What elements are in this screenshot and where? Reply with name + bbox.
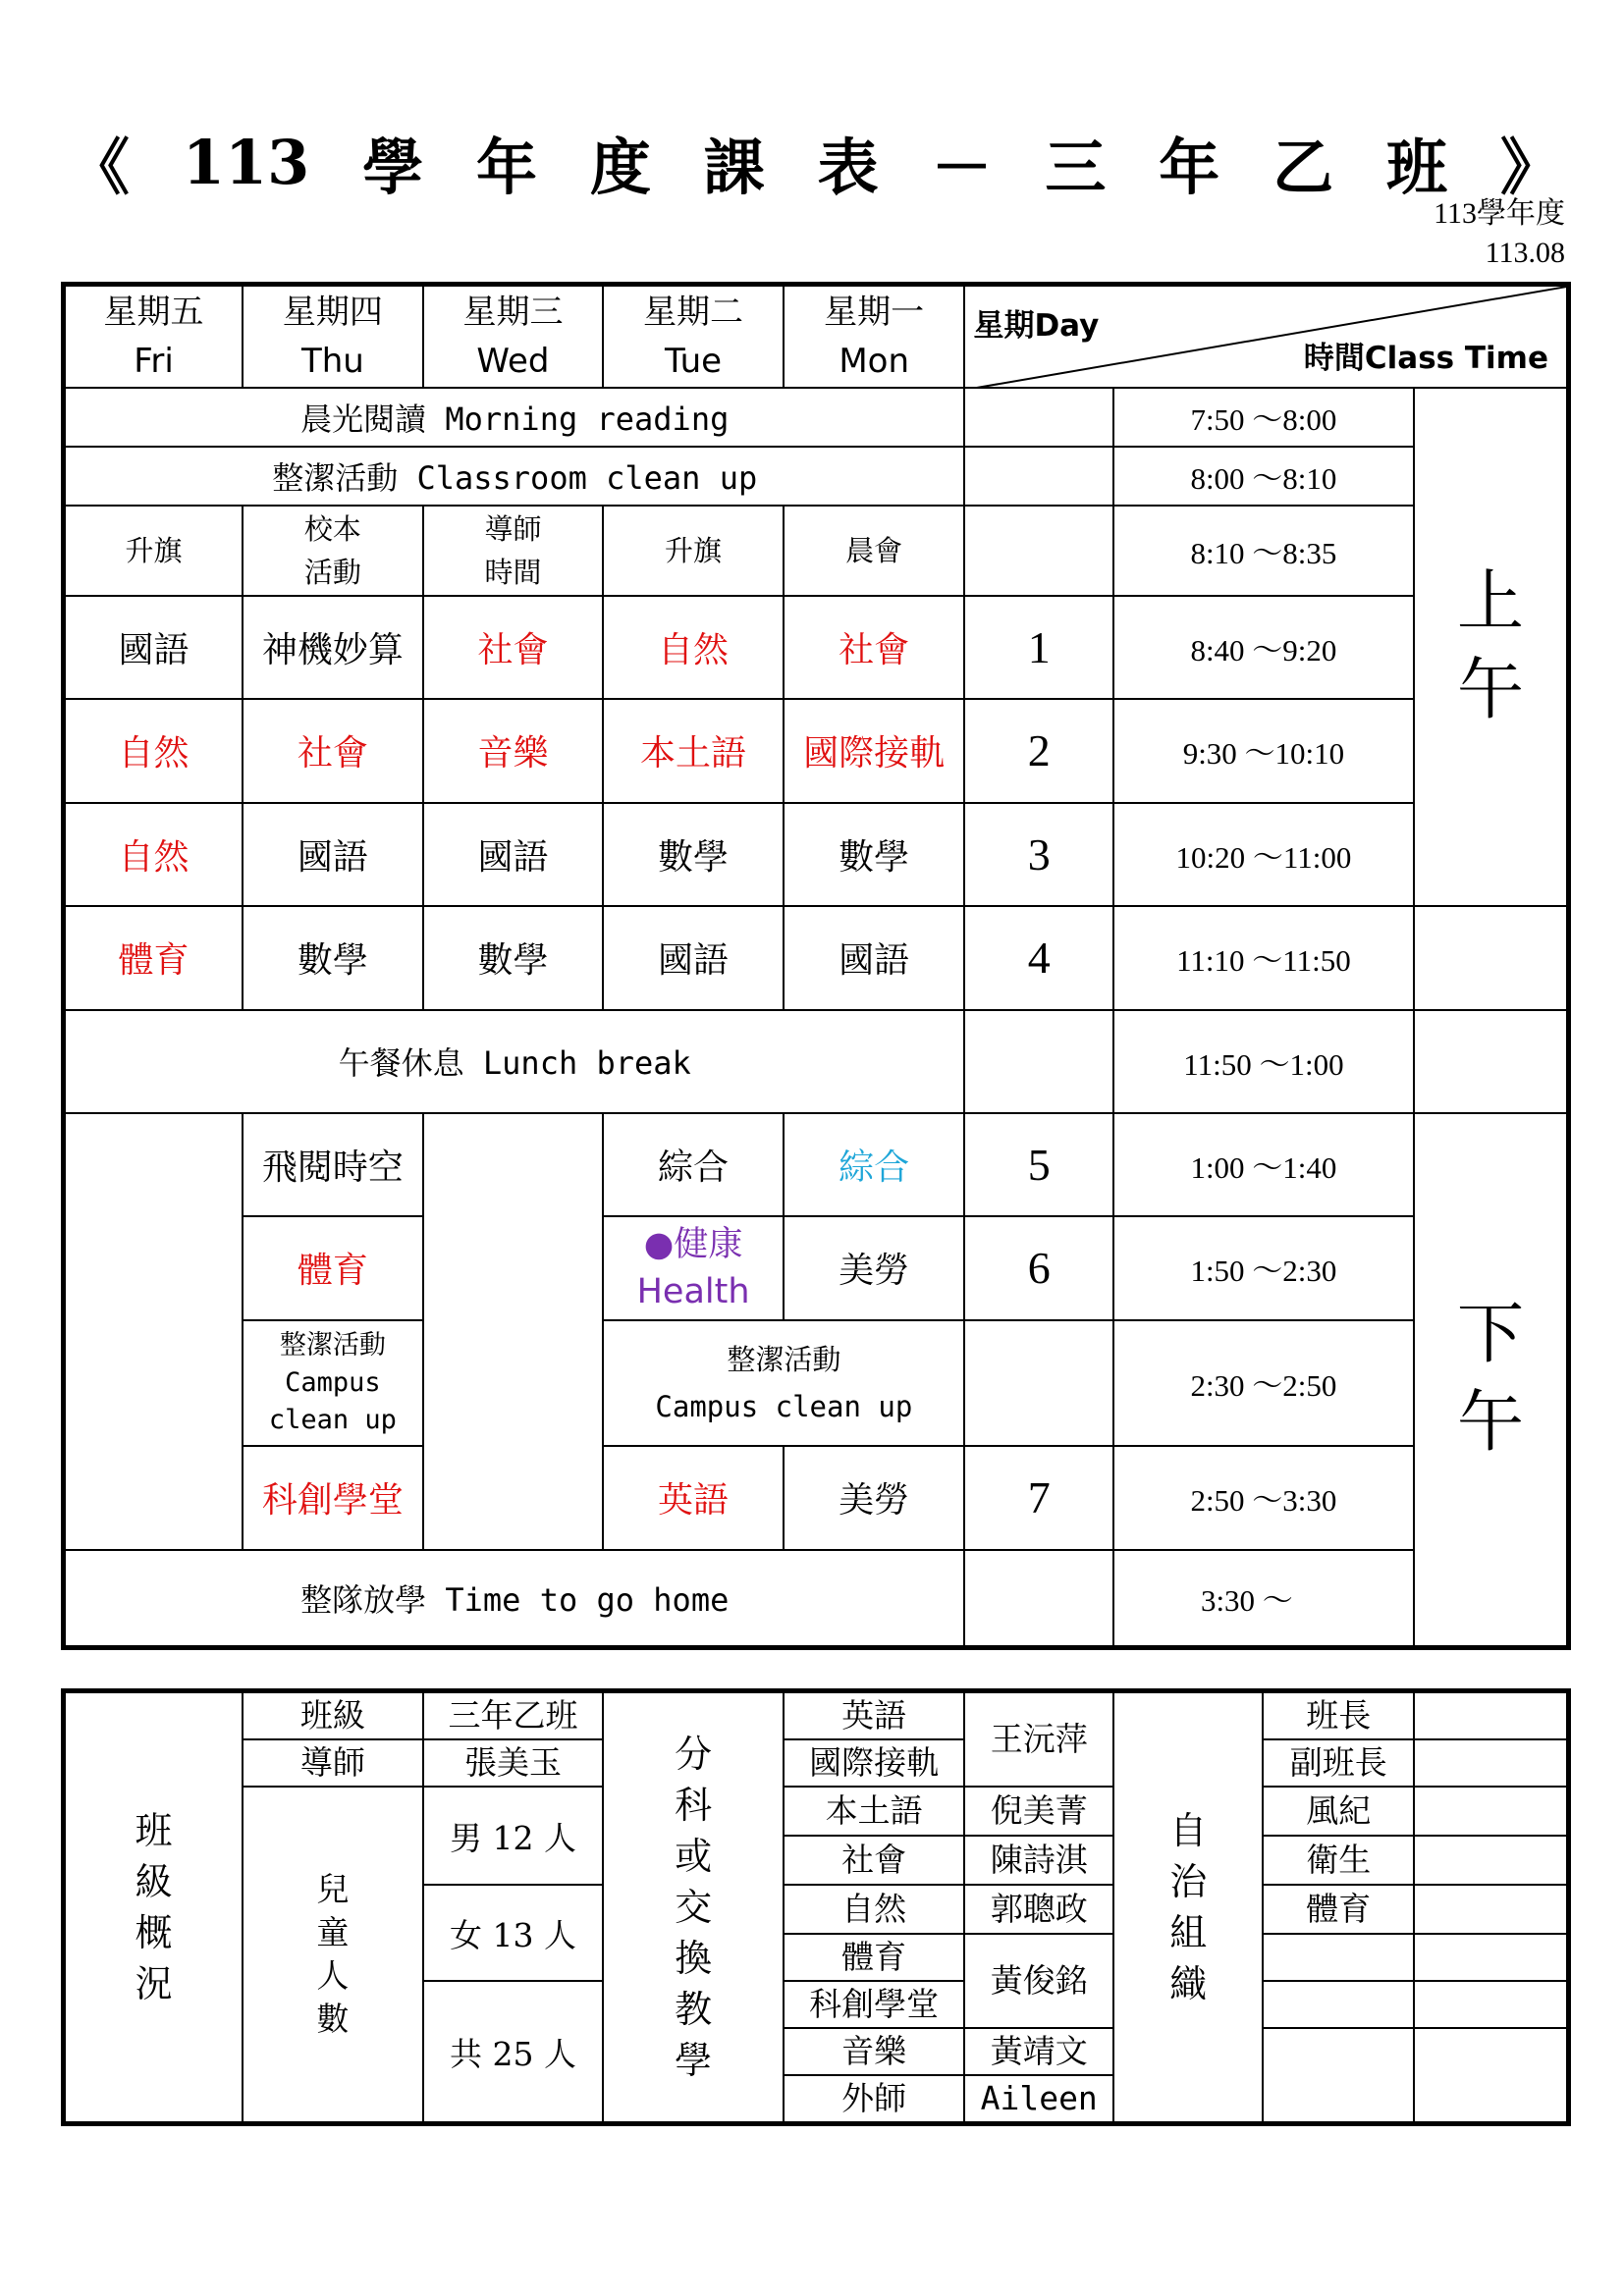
clean-row	[64, 447, 1569, 506]
self-governance-label: 自 治 組 織	[1113, 1691, 1263, 2124]
empty-cell	[423, 1113, 604, 1550]
role-person	[1414, 1981, 1569, 2028]
period-number	[964, 1320, 1112, 1446]
title-part: 乙	[1272, 131, 1334, 203]
role-name	[1263, 1934, 1414, 1981]
period-number	[964, 1550, 1112, 1648]
children-count-label: 兒 童 人 數	[243, 1787, 423, 2124]
subject-teacher: 倪美菁	[964, 1787, 1112, 1836]
class-cell: 美勞	[784, 1446, 965, 1550]
subject-name: 本土語	[784, 1787, 965, 1836]
period-number: 5	[964, 1113, 1112, 1216]
girls-count: 女 13 人	[423, 1885, 604, 1981]
class-label: 班級	[243, 1691, 423, 1740]
title-part: 班	[1386, 131, 1448, 203]
health-label-en: Health	[636, 1271, 750, 1311]
period-number	[964, 447, 1112, 506]
role-person	[1414, 1885, 1569, 1934]
period-number: 1	[964, 596, 1112, 699]
class-cell: 數學	[243, 906, 423, 1010]
role-name	[1263, 2028, 1414, 2124]
school-year: 113學年度	[1434, 197, 1565, 230]
subject-teacher: 陳詩淇	[964, 1836, 1112, 1885]
role-person	[1414, 1787, 1569, 1836]
class-cell: 升旗	[603, 506, 784, 596]
time-cell: 3:30 ～	[1113, 1550, 1414, 1648]
role-name: 副班長	[1263, 1739, 1414, 1787]
document-date: 113.08	[1485, 237, 1565, 269]
day-time-corner	[964, 285, 1568, 388]
health-label-zh: ●健康	[643, 1224, 743, 1264]
class-cell: 體育	[64, 906, 244, 1010]
class-cell: 美勞	[784, 1216, 965, 1320]
role-person	[1414, 2028, 1569, 2124]
period-number	[964, 506, 1112, 596]
total-count: 共 25 人	[423, 1981, 604, 2124]
class-cell: 整潔活動 Campus clean up	[603, 1320, 964, 1446]
class-cell: 飛閱時空	[243, 1113, 423, 1216]
period-3-row	[64, 803, 1569, 906]
role-person	[1414, 1691, 1569, 1740]
overview-label: 班 級 概 況	[64, 1691, 244, 2124]
subject-teacher: 黃靖文	[964, 2028, 1112, 2075]
period-number	[964, 388, 1112, 447]
day-header-wed: 星期三 Wed	[423, 285, 604, 388]
period-number: 6	[964, 1216, 1112, 1320]
time-cell: 8:40 ～9:20	[1113, 596, 1414, 699]
time-cell: 8:00 ～8:10	[1113, 447, 1414, 506]
campus-clean-row	[64, 1320, 1569, 1446]
class-cell: 數學	[423, 906, 604, 1010]
subject-teaching-label: 分 科 或 交 換 教 學	[603, 1691, 784, 2124]
document-meta	[1434, 194, 1565, 273]
role-name: 衛生	[1263, 1836, 1414, 1885]
subject-name: 科創學堂	[784, 1981, 965, 2028]
class-cell: 數學	[603, 803, 784, 906]
day-header-mon: 星期一 Mon	[784, 285, 965, 388]
time-corner-label: 時間Class Time	[1303, 340, 1548, 376]
am-label: 上 午	[1414, 388, 1569, 906]
class-info-table	[61, 1688, 1571, 2126]
boys-count: 男 12 人	[423, 1787, 604, 1885]
title-part: 《	[69, 131, 131, 203]
teacher-label: 導師	[243, 1739, 423, 1787]
class-cell: 晨會	[784, 506, 965, 596]
go-home-label: 整隊放學 Time to go home	[64, 1550, 965, 1648]
time-cell: 2:30 ～2:50	[1113, 1320, 1414, 1446]
role-name: 班長	[1263, 1691, 1414, 1740]
class-cell: 國語	[784, 906, 965, 1010]
time-cell: 1:50 ～2:30	[1113, 1216, 1414, 1320]
class-cell: 國語	[243, 803, 423, 906]
subject-name: 英語	[784, 1691, 965, 1740]
title-part: 年	[1159, 131, 1220, 203]
title-part: 表	[817, 131, 879, 203]
class-cell: 科創學堂	[243, 1446, 423, 1550]
class-cell: 英語	[603, 1446, 784, 1550]
schedule-table	[61, 282, 1571, 1650]
class-cell: 國語	[423, 803, 604, 906]
day-header-thu: 星期四 Thu	[243, 285, 423, 388]
title-part: 113	[182, 126, 310, 198]
time-cell: 7:50 ～8:00	[1113, 388, 1414, 447]
subject-name: 自然	[784, 1885, 965, 1934]
period-number	[964, 1010, 1112, 1113]
page-title	[69, 118, 1561, 206]
teacher-value: 張美玉	[423, 1739, 604, 1787]
class-cell: 自然	[64, 803, 244, 906]
class-cell: 綜合	[784, 1113, 965, 1216]
empty-cell	[64, 1113, 244, 1550]
subject-name: 社會	[784, 1836, 965, 1885]
title-part: 課	[703, 131, 765, 203]
go-home-row	[64, 1550, 1569, 1648]
class-value: 三年乙班	[423, 1691, 604, 1740]
class-cell: 國際接軌	[784, 699, 965, 803]
ampm-spacer	[1414, 1010, 1569, 1113]
title-part: 年	[476, 131, 538, 203]
class-cell: 導師 時間	[423, 506, 604, 596]
time-cell: 10:20 ～11:00	[1113, 803, 1414, 906]
day-header-fri: 星期五 Fri	[64, 285, 244, 388]
time-cell: 11:10 ～11:50	[1113, 906, 1414, 1010]
class-cell: 整潔活動 Campus clean up	[243, 1320, 423, 1446]
class-cell: 自然	[64, 699, 244, 803]
class-cell	[603, 1216, 784, 1320]
period-4-row	[64, 906, 1569, 1010]
subject-teacher: 郭聰政	[964, 1885, 1112, 1934]
role-person	[1414, 1934, 1569, 1981]
lunch-label: 午餐休息 Lunch break	[64, 1010, 965, 1113]
class-cell: 社會	[243, 699, 423, 803]
subject-name: 體育	[784, 1934, 965, 1981]
class-cell: 社會	[423, 596, 604, 699]
subject-name: 國際接軌	[784, 1739, 965, 1787]
class-cell: 自然	[603, 596, 784, 699]
role-name: 體育	[1263, 1885, 1414, 1934]
time-cell: 11:50 ～1:00	[1113, 1010, 1414, 1113]
period-5-row	[64, 1113, 1569, 1216]
role-person	[1414, 1739, 1569, 1787]
pm-label: 下 午	[1414, 1113, 1569, 1648]
period-number: 7	[964, 1446, 1112, 1550]
period-number: 2	[964, 699, 1112, 803]
subject-name: 音樂	[784, 2028, 965, 2075]
title-part: 度	[589, 131, 651, 203]
period-number: 3	[964, 803, 1112, 906]
class-cell: 音樂	[423, 699, 604, 803]
title-part: －	[931, 131, 993, 203]
subject-teacher: Aileen	[964, 2075, 1112, 2124]
morning-reading-row	[64, 388, 1569, 447]
period-2-row	[64, 699, 1569, 803]
role-person	[1414, 1836, 1569, 1885]
class-cell: 社會	[784, 596, 965, 699]
period-7-row	[64, 1446, 1569, 1550]
class-cell: 綜合	[603, 1113, 784, 1216]
time-cell: 8:10 ～8:35	[1113, 506, 1414, 596]
day-corner-label: 星期Day	[973, 308, 1100, 344]
time-cell: 9:30 ～10:10	[1113, 699, 1414, 803]
title-part: 三	[1045, 131, 1107, 203]
period-1-row	[64, 596, 1569, 699]
class-cell: 本土語	[603, 699, 784, 803]
subject-name: 外師	[784, 2075, 965, 2124]
time-cell: 2:50 ～3:30	[1113, 1446, 1414, 1550]
period-number: 4	[964, 906, 1112, 1010]
clean-label: 整潔活動 Classroom clean up	[64, 447, 965, 506]
period-6-row	[64, 1216, 1569, 1320]
class-cell: 數學	[784, 803, 965, 906]
subject-teacher: 王沅萍	[964, 1691, 1112, 1788]
time-cell: 1:00 ～1:40	[1113, 1113, 1414, 1216]
role-name	[1263, 1981, 1414, 2028]
assembly-row	[64, 506, 1569, 596]
morning-reading-label: 晨光閱讀 Morning reading	[64, 388, 965, 447]
class-cell: 國語	[603, 906, 784, 1010]
class-cell: 升旗	[64, 506, 244, 596]
title-part: 學	[362, 131, 424, 203]
title-part: 》	[1499, 131, 1561, 203]
class-cell: 神機妙算	[243, 596, 423, 699]
class-cell: 體育	[243, 1216, 423, 1320]
class-cell: 國語	[64, 596, 244, 699]
subject-teacher: 黃俊銘	[964, 1934, 1112, 2028]
role-name: 風紀	[1263, 1787, 1414, 1836]
header-row	[64, 285, 1569, 388]
day-header-tue: 星期二 Tue	[603, 285, 784, 388]
lunch-row	[64, 1010, 1569, 1113]
class-cell: 校本 活動	[243, 506, 423, 596]
